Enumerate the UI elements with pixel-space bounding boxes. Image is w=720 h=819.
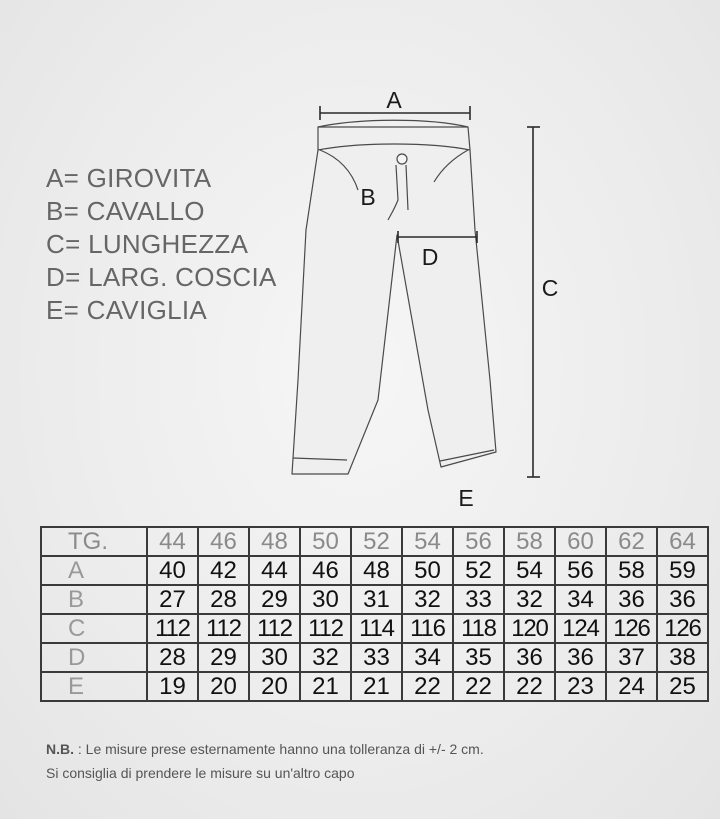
footnote-line-2: Si consiglia di prendere le misure su un'altro capo xyxy=(46,765,355,781)
value-cell: 21 xyxy=(351,672,402,701)
row-label: D xyxy=(41,643,147,672)
value-cell: 29 xyxy=(198,643,249,672)
table-row xyxy=(41,614,708,643)
dimension-label-e: E xyxy=(458,485,474,511)
value-cell: 27 xyxy=(147,585,198,614)
table-header-label: TG. xyxy=(41,527,147,556)
value-cell: 114 xyxy=(351,614,402,643)
value-cell: 32 xyxy=(504,585,555,614)
value-cell: 59 xyxy=(657,556,708,585)
value-cell: 30 xyxy=(300,585,351,614)
value-cell: 20 xyxy=(249,672,300,701)
value-cell: 120 xyxy=(504,614,555,643)
value-cell: 36 xyxy=(657,585,708,614)
table-row xyxy=(41,672,708,701)
value-cell: 112 xyxy=(198,614,249,643)
value-cell: 24 xyxy=(606,672,657,701)
value-cell: 22 xyxy=(453,672,504,701)
value-cell: 112 xyxy=(300,614,351,643)
value-cell: 22 xyxy=(504,672,555,701)
value-cell: 34 xyxy=(402,643,453,672)
size-cell: 64 xyxy=(657,527,708,556)
value-cell: 126 xyxy=(657,614,708,643)
size-cell: 60 xyxy=(555,527,606,556)
table-row xyxy=(41,585,708,614)
value-cell: 28 xyxy=(147,643,198,672)
value-cell: 116 xyxy=(402,614,453,643)
value-cell: 37 xyxy=(606,643,657,672)
table-row xyxy=(41,556,708,585)
value-cell: 33 xyxy=(351,643,402,672)
value-cell: 32 xyxy=(402,585,453,614)
value-cell: 44 xyxy=(249,556,300,585)
size-cell: 44 xyxy=(147,527,198,556)
legend-item-c: C= LUNGHEZZA xyxy=(46,229,249,259)
value-cell: 118 xyxy=(453,614,504,643)
size-cell: 46 xyxy=(198,527,249,556)
size-cell: 54 xyxy=(402,527,453,556)
value-cell: 40 xyxy=(147,556,198,585)
size-table xyxy=(40,526,709,702)
table-row xyxy=(41,643,708,672)
legend-item-d: D= LARG. COSCIA xyxy=(46,262,277,292)
nb-label: N.B. xyxy=(46,741,74,757)
value-cell: 34 xyxy=(555,585,606,614)
value-cell: 36 xyxy=(555,643,606,672)
value-cell: 25 xyxy=(657,672,708,701)
size-cell: 52 xyxy=(351,527,402,556)
dimension-label-a: A xyxy=(386,87,402,113)
value-cell: 29 xyxy=(249,585,300,614)
value-cell: 21 xyxy=(300,672,351,701)
value-cell: 36 xyxy=(606,585,657,614)
size-cell: 58 xyxy=(504,527,555,556)
value-cell: 32 xyxy=(300,643,351,672)
row-label: E xyxy=(41,672,147,701)
row-label: C xyxy=(41,614,147,643)
value-cell: 28 xyxy=(198,585,249,614)
footnote-text-1: : Le misure prese esternamente hanno una tolleranza di +/- 2 cm. xyxy=(74,741,484,757)
value-cell: 58 xyxy=(606,556,657,585)
size-cell: 56 xyxy=(453,527,504,556)
value-cell: 36 xyxy=(504,643,555,672)
footnote xyxy=(46,737,686,785)
value-cell: 52 xyxy=(453,556,504,585)
value-cell: 126 xyxy=(606,614,657,643)
value-cell: 112 xyxy=(249,614,300,643)
value-cell: 46 xyxy=(300,556,351,585)
value-cell: 56 xyxy=(555,556,606,585)
row-label: B xyxy=(41,585,147,614)
value-cell: 33 xyxy=(453,585,504,614)
value-cell: 30 xyxy=(249,643,300,672)
row-label: A xyxy=(41,556,147,585)
dimension-label-d: D xyxy=(421,244,439,270)
dimension-label-b: B xyxy=(360,184,376,210)
value-cell: 20 xyxy=(198,672,249,701)
value-cell: 19 xyxy=(147,672,198,701)
value-cell: 23 xyxy=(555,672,606,701)
table-header-row xyxy=(41,527,708,556)
legend-item-a: A= GIROVITA xyxy=(46,163,212,193)
value-cell: 42 xyxy=(198,556,249,585)
dimension-label-c: C xyxy=(541,275,559,301)
value-cell: 50 xyxy=(402,556,453,585)
value-cell: 54 xyxy=(504,556,555,585)
size-cell: 48 xyxy=(249,527,300,556)
value-cell: 124 xyxy=(555,614,606,643)
footnote-line-1 xyxy=(46,737,686,761)
value-cell: 31 xyxy=(351,585,402,614)
size-cell: 50 xyxy=(300,527,351,556)
value-cell: 35 xyxy=(453,643,504,672)
trousers-outline xyxy=(292,120,496,474)
size-cell: 62 xyxy=(606,527,657,556)
value-cell: 22 xyxy=(402,672,453,701)
value-cell: 48 xyxy=(351,556,402,585)
legend-item-b: B= CAVALLO xyxy=(46,196,205,226)
legend-item-e: E= CAVIGLIA xyxy=(46,295,208,325)
value-cell: 112 xyxy=(147,614,198,643)
value-cell: 38 xyxy=(657,643,708,672)
